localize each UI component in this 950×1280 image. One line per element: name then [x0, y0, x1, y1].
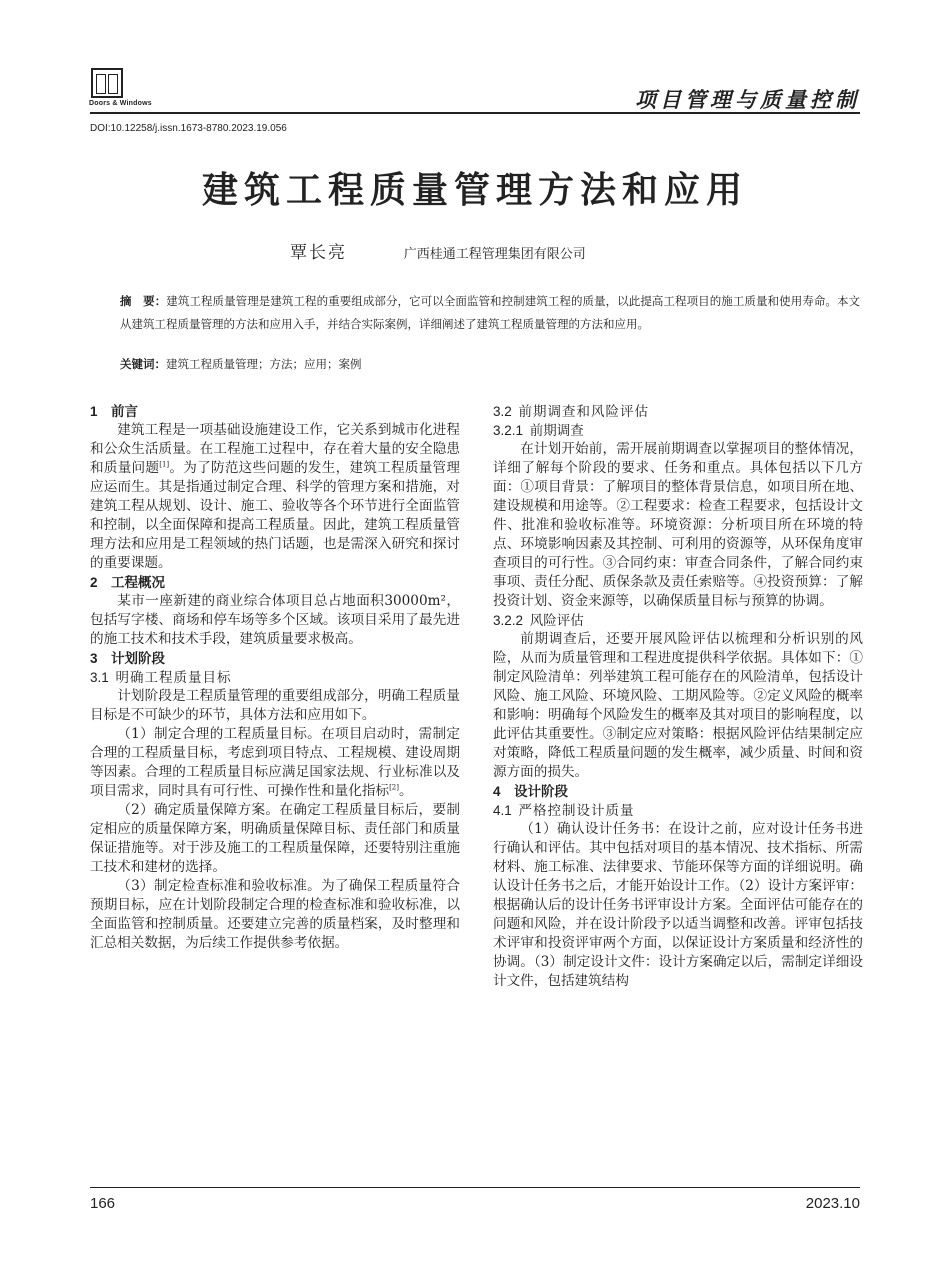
keywords — [120, 356, 362, 372]
heading-number: 4 — [493, 784, 501, 799]
paragraph-text: 某市一座新建的商业综合体项目总占地面积30000m²，包括写字楼、商场和停车场等多个区域。该项目采用了最先进的施工技术和技术手段，建筑质量要求极高。 — [90, 593, 460, 647]
citation-ref: [2] — [389, 783, 399, 792]
heading-text: 工程概况 — [111, 575, 166, 590]
paragraph — [90, 592, 460, 649]
paragraph — [493, 820, 863, 991]
doi: DOI:10.12258/j.issn.1673-8780.2023.19.056 — [90, 123, 287, 134]
subsection-heading — [493, 801, 863, 820]
paragraph-text: 建筑工程是一项基础设施建设工作，它关系到城市化进程和公众生活质量。在工程施工过程中，存在着大量的安全隐患和质量问题 — [90, 422, 460, 476]
paragraph-text: （1）确认设计任务书：在设计之前，应对设计任务书进行确认和评估。其中包括对项目的基本情况、技术指标、所需材料、施工标准、法律要求、节能环保等方面的详细说明。确认设计任务书之后，才能开始设计工作。（2）设计方案评审：根据确认后的设计任务书评审设计方案。全面评估可能存在的问题和风险，并在设计阶段予以适当调整和改善。评审包括技术评审和投资评审两个方面，以保证设计方案质量和经济性的协调。（3）制定设计文件：设计方案确定以后，需制定详细设计文件，包括建筑结构 — [493, 821, 863, 989]
paragraph — [90, 725, 460, 801]
heading-number: 3 — [90, 651, 98, 666]
heading-text: 风险评估 — [529, 613, 584, 628]
paragraph-text: （2）确定质量保障方案。在确定工程质量目标后，要制定相应的质量保障方案，明确质量保障目标、责任部门和质量保证措施等。对于涉及施工的工程质量保障，还要特别注重施工技术和建材的选择。 — [90, 802, 460, 875]
section-heading — [493, 782, 863, 801]
heading-text: 计划阶段 — [111, 651, 166, 666]
paragraph-text: （3）制定检查标准和验收标准。为了确保工程质量符合预期目标，应在计划阶段制定合理的检查标准和验收标准，以全面监管和控制质量。还要建立完善的质量档案，及时整理和汇总相关数据，为后续工作提供参考依据。 — [90, 878, 460, 951]
abstract-label: 摘 要： — [120, 296, 167, 308]
heading-number: 1 — [90, 404, 98, 419]
body-column-right — [493, 402, 863, 991]
paragraph-text: 。为了防范这些问题的发生，建筑工程质量管理应运而生。其是指通过制定合理、科学的管理方案和措施，对建筑工程从规划、设计、施工、验收等各个环节进行全面监管和控制，以全面保障和提高工程质量。因此，建筑工程质量管理方法和应用是工程领域的热门话题，也是需深入研究和探讨的重要课题。 — [90, 460, 461, 571]
heading-number: 3.2.2 — [493, 613, 524, 628]
paragraph — [493, 630, 863, 782]
paragraph — [90, 421, 460, 573]
window-logo-icon — [91, 68, 123, 98]
paragraph-text: 在计划开始前，需开展前期调查以掌握项目的整体情况，详细了解每个阶段的要求、任务和重点。具体包括以下几方面：①项目背景：了解项目的整体背景信息，如项目所在地、建设规模和用途等。②工程要求：检查工程要求，包括设计文件、批准和验收标准等。环境资源：分析项目所在环境的特点、环境影响因素及其控制、可利用的资源等，从环保角度审查项目的可行性。③合同约束：审查合同条件，了解合同约束事项、责任分配、质保条款及责任索赔等。④投资预算：了解投资计划、资金来源等，以确保质量目标与预算的协调。 — [493, 441, 863, 609]
page-number: 166 — [90, 1195, 116, 1212]
paragraph — [493, 440, 863, 611]
paragraph-text: 计划阶段是工程质量管理的重要组成部分，明确工程质量目标是不可缺少的环节，具体方法和应用如下。 — [90, 688, 460, 723]
heading-number: 3.2.1 — [493, 423, 524, 438]
section-heading — [90, 573, 460, 592]
subsection-heading — [493, 611, 863, 630]
paragraph — [90, 801, 460, 877]
logo-text: Doors & Windows — [89, 100, 152, 107]
abstract-text: 建筑工程质量管理是建筑工程的重要组成部分，它可以全面监管和控制建筑工程的质量，以此提高工程项目的施工质量和使用寿命。本文从建筑工程质量管理的方法和应用入手，并结合实际案例，详细阐述了建筑工程质量管理的方法和应用。 — [120, 294, 861, 331]
section-tag: 项目管理与质量控制 — [635, 87, 860, 112]
citation-ref: [1] — [159, 460, 170, 469]
subsection-heading — [493, 421, 863, 440]
journal-logo — [89, 68, 169, 112]
author-name: 覃长亮 — [290, 243, 347, 263]
paragraph-text: 。 — [398, 783, 413, 799]
paragraph — [90, 687, 460, 725]
keywords-label: 关键词： — [120, 359, 166, 371]
paragraph-text: （1）制定合理的工程质量目标。在项目启动时，需制定合理的工程质量目标，考虑到项目特点、工程规模、建设周期等因素。合理的工程质量目标应满足国家法规、行业标准以及项目需求，同时具有可行性、可操作性和量化指标 — [90, 726, 460, 799]
author-affiliation: 广西桂通工程管理集团有限公司 — [403, 247, 586, 262]
keywords-text: 建筑工程质量管理；方法；应用；案例 — [166, 357, 362, 371]
header-divider — [90, 112, 860, 114]
heading-text: 严格控制设计质量 — [518, 803, 635, 818]
article-title: 建筑工程质量管理方法和应用 — [201, 169, 748, 211]
paragraph-text: 前期调查后，还要开展风险评估以梳理和分析识别的风险，从而为质量管理和工程进度提供科学依据。具体如下：①制定风险清单：列举建筑工程可能存在的风险清单，包括设计风险、施工风险、环境风险、工期风险等。②定义风险的概率和影响：明确每个风险发生的概率及其对项目的影响程度，以此评估其重要性。③制定应对策略：根据风险评估结果制定应对策略，降低工程质量问题的发生概率，减少质量、时间和资源方面的损失。 — [493, 631, 863, 780]
section-heading — [90, 402, 460, 421]
footer-divider — [90, 1187, 860, 1188]
heading-text: 明确工程质量目标 — [115, 670, 232, 685]
body-column-left — [90, 402, 460, 953]
heading-text: 前期调查 — [529, 423, 584, 438]
issue-date: 2023.10 — [805, 1195, 860, 1212]
heading-number: 2 — [90, 575, 98, 590]
heading-number: 3.2 — [493, 404, 512, 419]
subsection-heading — [493, 402, 863, 421]
heading-text: 前言 — [111, 404, 139, 419]
subsection-heading — [90, 668, 460, 687]
abstract — [120, 290, 860, 335]
heading-number: 3.1 — [90, 670, 109, 685]
heading-text: 设计阶段 — [514, 784, 569, 799]
heading-number: 4.1 — [493, 803, 512, 818]
section-heading — [90, 649, 460, 668]
heading-text: 前期调查和风险评估 — [518, 404, 650, 419]
author-line — [290, 238, 586, 263]
paragraph — [90, 877, 460, 953]
